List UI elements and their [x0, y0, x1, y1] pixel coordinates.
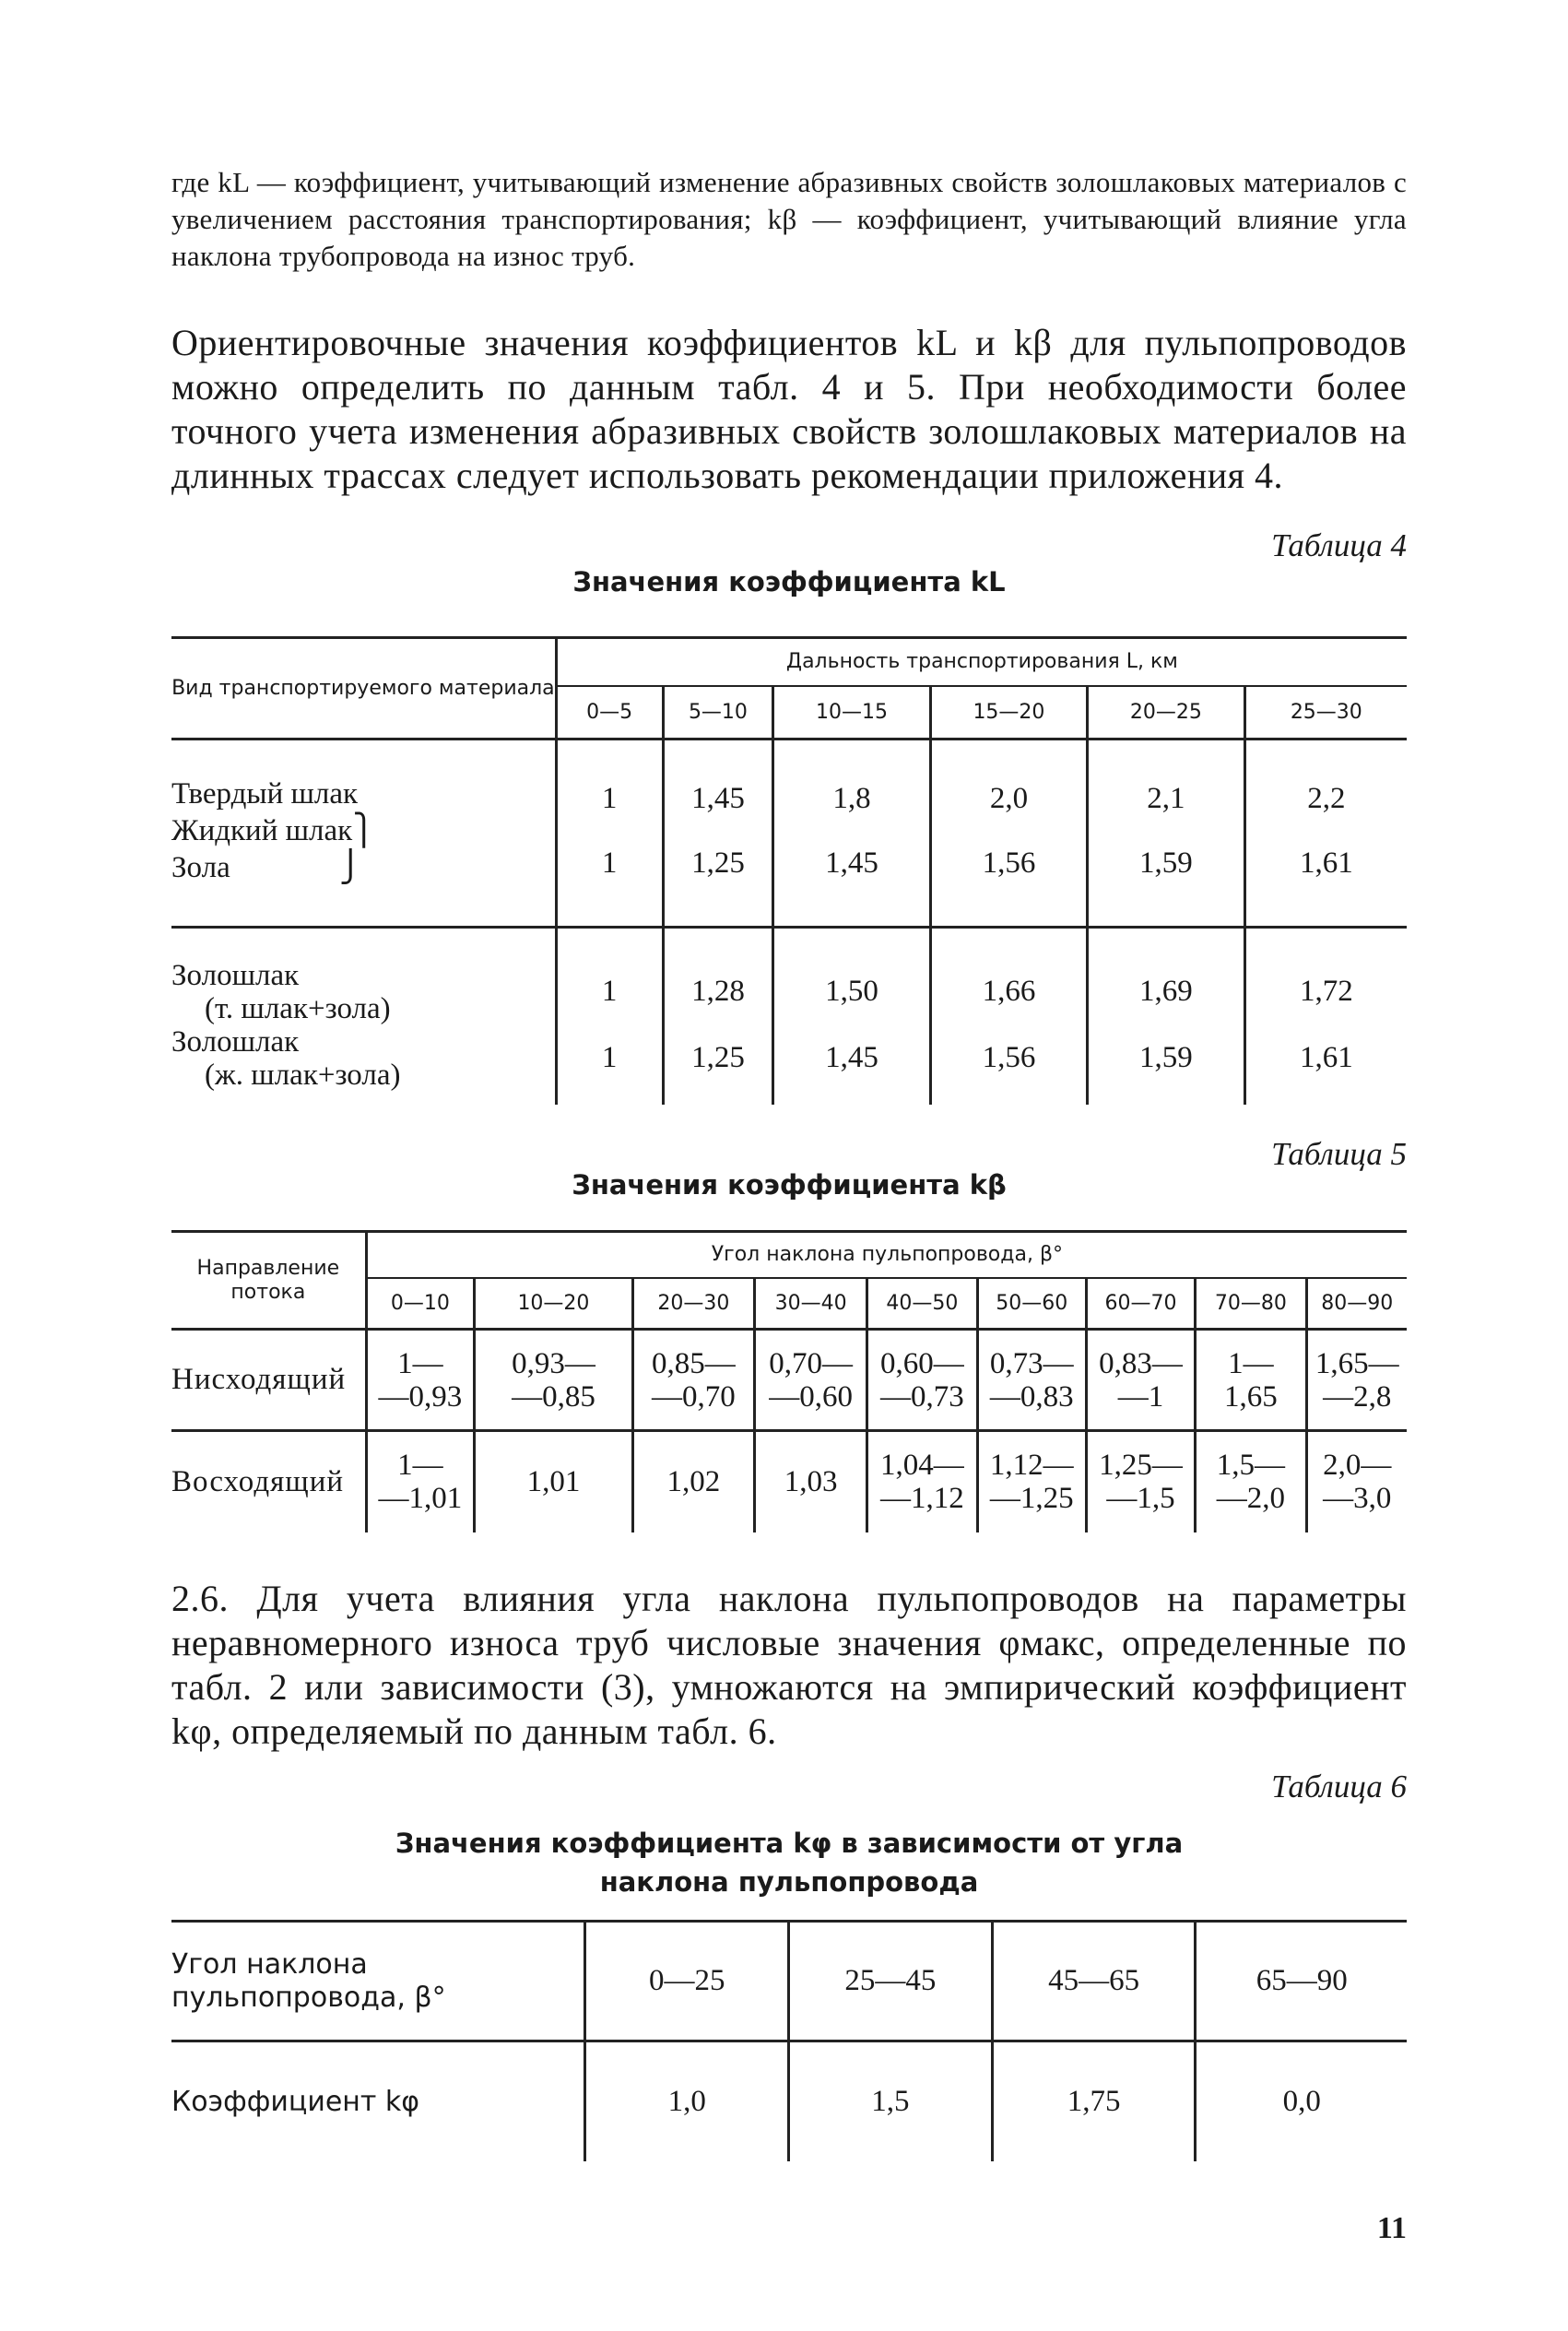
table-cell: 1,61: [1244, 1025, 1407, 1092]
table-cell: 1,02: [632, 1431, 754, 1532]
table4-header-distance: Дальность транспортирования L, км: [556, 638, 1407, 686]
paragraph-coefficients: Ориентировочные значения коэффициентов kL и kβ для пульпопроводов можно определить по данным табл. 4 и 5. При необходимости более точного учета изменения абразивных свойств золошлаковых материалов на длинных трассах следует использовать рекомендации приложения 4.: [171, 322, 1407, 496]
table6: [171, 1920, 1407, 2161]
table-cell: 1,28: [663, 959, 773, 1025]
table5-range: 60—70: [1086, 1278, 1195, 1330]
table-cell: 1,45: [773, 1025, 930, 1092]
table-cell: 1,5— —2,0: [1196, 1431, 1306, 1532]
table-cell: 2,0: [930, 767, 1087, 832]
table-cell: 1,65— —2,8: [1306, 1330, 1407, 1431]
table-cell: 1,56: [930, 1025, 1087, 1092]
table4-range: 5—10: [663, 686, 773, 740]
table4-range: 25—30: [1244, 686, 1407, 740]
table-cell: 1,5: [789, 2041, 993, 2161]
table-cell: 1,75: [992, 2041, 1196, 2161]
table6-range: 65—90: [1196, 1922, 1407, 2041]
table6-range: 25—45: [789, 1922, 993, 2041]
material-name: Зола ⎭: [171, 851, 362, 884]
table-cell: 1,0: [585, 2041, 789, 2161]
material-name: (т. шлак+зола): [205, 991, 391, 1025]
table-cell: 0,0: [1196, 2041, 1407, 2161]
table4: [171, 636, 1407, 1105]
table-cell: 1: [556, 959, 663, 1025]
table-cell: 2,2: [1244, 767, 1407, 832]
table-cell: 2,0— —3,0: [1306, 1431, 1407, 1532]
table5-caption: Значения коэффициента kβ: [572, 1169, 1007, 1201]
table-cell: 0,93— —0,85: [475, 1330, 633, 1431]
table6-range: 0—25: [585, 1922, 789, 2041]
table4-caption: Значения коэффициента kL: [572, 566, 1006, 598]
table6-row1-label: Угол наклона пульпопровода, β°: [171, 1947, 446, 2014]
page-number: 11: [1376, 2211, 1407, 2245]
table-cell: 1,25: [663, 1025, 773, 1092]
intro-paragraph: где kL — коэффициент, учитывающий изменение абразивных свойств золошлаковых материалов с увеличением расстояния транспортирования; kβ — коэффициент, учитывающий влияние угла наклона трубопровода на износ труб.: [171, 166, 1407, 272]
table4-range: 0—5: [556, 686, 663, 740]
table6-range: 45—65: [992, 1922, 1196, 2041]
table5-range: 50—60: [977, 1278, 1086, 1330]
table-cell: 1,25— —1,5: [1086, 1431, 1195, 1532]
material-name: Золошлак: [171, 1024, 300, 1059]
table-cell: 2,1: [1088, 767, 1244, 832]
table6-row2-label: Коэффициент kφ: [171, 2085, 420, 2118]
table5-range: 20—30: [632, 1278, 754, 1330]
table-cell: 1,01: [475, 1431, 633, 1532]
table4-range: 20—25: [1088, 686, 1244, 740]
table5-label: Таблица 5: [1271, 1136, 1407, 1172]
table-cell: 0,70— —0,60: [754, 1330, 867, 1431]
table5-header-angle: Угол наклона пульпопровода, β°: [366, 1232, 1407, 1278]
table-cell: 1,59: [1088, 1025, 1244, 1092]
table4-range: 10—15: [773, 686, 930, 740]
table-cell: 1,03: [754, 1431, 867, 1532]
table4-header-material: Вид транспортируемого материала: [171, 638, 556, 740]
table-cell: 1,56: [930, 832, 1087, 896]
material-name: Золошлак: [171, 958, 300, 992]
table5-range: 0—10: [366, 1278, 474, 1330]
table6-caption-line1: Значения коэффициента kφ в зависимости от угла: [395, 1828, 1184, 1859]
table-cell: 1,59: [1088, 832, 1244, 896]
table4-group2-materials: [171, 959, 556, 1092]
table5-range: 30—40: [754, 1278, 867, 1330]
table-cell: 1: [556, 1025, 663, 1092]
table6-label: Таблица 6: [1271, 1769, 1407, 1804]
table-cell: 1— 1,65: [1196, 1330, 1306, 1431]
table5-range: 70—80: [1196, 1278, 1306, 1330]
table-cell: 1: [556, 767, 663, 832]
table5-header-direction: Направление потока: [171, 1232, 366, 1330]
table-cell: 1,04— —1,12: [867, 1431, 977, 1532]
table-cell: 1,12— —1,25: [977, 1431, 1086, 1532]
table-cell: 0,60— —0,73: [867, 1330, 977, 1431]
table-cell: 1,69: [1088, 959, 1244, 1025]
table-cell: 0,73— —0,83: [977, 1330, 1086, 1431]
table5-range: 10—20: [475, 1278, 633, 1330]
material-name: Жидкий шлак⎫: [171, 814, 375, 847]
material-name: Твердый шлак: [171, 777, 359, 811]
table-cell: 1,8: [773, 767, 930, 832]
table-cell: 1,72: [1244, 959, 1407, 1025]
table-cell: 1— —0,93: [366, 1330, 474, 1431]
table-cell: 1: [556, 832, 663, 896]
table5-row-name: Восходящий: [171, 1464, 345, 1498]
table4-range: 15—20: [930, 686, 1087, 740]
table-cell: 1,45: [773, 832, 930, 896]
table4-label: Таблица 4: [1271, 527, 1407, 563]
table-cell: 0,83— —1: [1086, 1330, 1195, 1431]
table4-group1-materials: [171, 767, 556, 896]
table-cell: 1— —1,01: [366, 1431, 474, 1532]
table5: [171, 1230, 1407, 1532]
table-cell: 0,85— —0,70: [632, 1330, 754, 1431]
material-name: (ж. шлак+зола): [205, 1058, 401, 1092]
table-cell: 1,45: [663, 767, 773, 832]
paragraph-2-6: 2.6. Для учета влияния угла наклона пульпопроводов на параметры неравномерного износа труб числовые значения φмакс, определенные по табл. 2 или зависимости (3), умножаются на эмпирический коэффициент kφ, определяемый по данным табл. 6.: [171, 1578, 1407, 1752]
table-cell: 1,50: [773, 959, 930, 1025]
table5-row-name: Нисходящий: [171, 1363, 347, 1396]
table-cell: 1,25: [663, 832, 773, 896]
table-cell: 1,66: [930, 959, 1087, 1025]
table-cell: 1,61: [1244, 832, 1407, 896]
table6-caption-line2: наклона пульпопровода: [599, 1866, 979, 1898]
table5-range: 80—90: [1306, 1278, 1407, 1330]
table5-range: 40—50: [867, 1278, 977, 1330]
